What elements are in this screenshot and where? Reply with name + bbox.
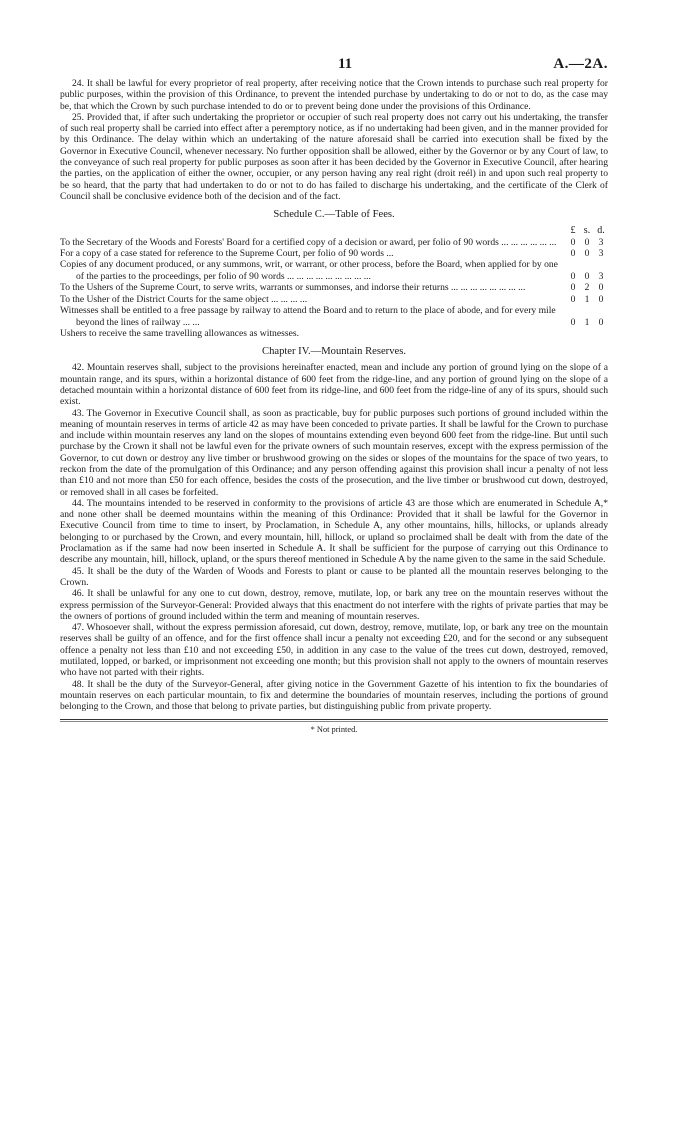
top-paragraphs [60, 78, 608, 202]
paragraph-47: 47. Whosoever shall, without the express permission aforesaid, cut down, destroy, remove, mutilate, lop, or bark any tree on the mountain reserves shall be guilty of an offence, and for the first offence shall incur a penalty not exceeding £20, and for the second or any subsequent offence a penalty not less than £10 and not exceeding £50, in addition in any case to the value of the trees cut down, destroyed, removed, mutilated, lopped, or barked, or imprisonment not exceeding one month; but this provision shall not apply to the owners of mountain reserves who have not parted with their rights. [60, 622, 608, 679]
fee-pounds: 0 [570, 282, 576, 294]
paragraph-44: 44. The mountains intended to be reserved in conformity to the provisions of article 43 are those which are enumerated in Schedule A,* and none other shall be deemed mountains within the meaning of this Ordinance: Provided that it shall be lawful for the Governor in Executive Council from time to time to insert, by Proclamation, in Schedule A, any other mountains, hills, hillocks, or uplands already belonging to or purchased by the Crown, and every mountain, hill, hillock, or upland so proclaimed shall be dealt with from the date of the Proclamation as if the same had now been inserted in Schedule A. It shall be sufficient for the purpose of carrying out this Ordinance to describe any mountain, hill, hillock, upland, or the spurs thereof mentioned in Schedule A by the name given to the same in the said Schedule. [60, 497, 608, 566]
paragraph-48: 48. It shall be the duty of the Surveyor-General, after giving notice in the Government Gazette of his intention to fix the boundaries of mountain reserves on each particular mountain, to fix and determine the boundaries of mountain reserves, including the portions of ground belonging to the Crown, and those that belong to private parties, but distinguishing public from private property. [60, 678, 608, 713]
fee-shillings: 0 [584, 270, 590, 282]
fee-description: Witnesses shall be entitled to a free passage by railway to attend the Board and to return to the place of abode, and for every mile beyond the lines of railway ... ... [60, 305, 556, 328]
fee-row [60, 259, 608, 282]
paragraph-45: 45. It shall be the duty of the Warden of Woods and Forests to plant or cause to be planted all the mountain reserves belonging to the Crown. [60, 565, 608, 588]
fee-pounds: 0 [570, 316, 576, 328]
pounds-header: £ [570, 225, 576, 237]
fee-shillings: 1 [584, 293, 590, 305]
fee-description: To the Ushers of the Supreme Court, to serve writs, warrants or summonses, and indorse their returns ... ... ... ... ... ... ... ... [60, 282, 526, 294]
paragraph-42: 42. Mountain reserves shall, subject to the provisions hereinafter enacted, mean and include any portion of ground lying on the slope of a mountain range, and its spurs, within a horizontal distance of 600 feet from the ridge-line, and any portion of ground lying on the slope of a detached mountain within a horizontal distance of 600 feet from its ridge-line, and 600 feet from the ridge-line of any of its spurs, should such exist. [60, 362, 608, 408]
fee-row [60, 248, 608, 259]
fee-pence: 0 [598, 316, 604, 328]
fee-shillings: 2 [584, 282, 590, 294]
fee-pounds [566, 328, 580, 339]
chapter-paragraphs [60, 362, 608, 712]
fee-row [60, 328, 608, 339]
fee-pence: 3 [598, 236, 604, 248]
fee-description: To the Secretary of the Woods and Forests' Board for a certified copy of a decision or award, per folio of 90 words ... ... ... ... ... ... [60, 236, 557, 248]
fee-row [60, 305, 608, 328]
footnote: * Not printed. [310, 724, 358, 734]
fee-pence: 0 [598, 293, 604, 305]
page-number: 11 [338, 56, 353, 72]
fee-shillings: 1 [584, 316, 590, 328]
fee-shillings: 0 [584, 248, 590, 260]
chapter-heading: Chapter IV.—Mountain Reserves. [262, 346, 406, 358]
fee-table-header [60, 225, 608, 236]
fee-pounds: 0 [570, 270, 576, 282]
fee-pence: 3 [598, 270, 604, 282]
shillings-header: s. [583, 225, 591, 237]
fee-description: Copies of any document produced, or any summons, writ, or warrant, or other process, before the Board, when applied for by one of the parties to the proceedings, per folio of 90 words ... ... ... ... ... ... ... ... ... [60, 259, 558, 282]
paragraph-43: 43. The Governor in Executive Council shall, as soon as practicable, buy for public purposes such portions of ground included within the meaning of mountain reserves in terms of article 42 as may have been conceded to private parties. It shall be lawful for the Crown to purchase and include within mountain reserves any land on the slopes of mountains extending even beyond 600 feet from the ridge-line. But until such purchase by the Crown it shall not be lawful even for the private owners of such mountain reserves, except with the express permission of the Governor, to cut down or destroy any live timber or brushwood growing on the sides or slopes of the mountains for the space of two years, to reckon from the date of the promulgation of this Ordinance; and any person offending against this provision shall incur a penalty of not less than £10 and not more than £50 for each offence, besides the costs of the prosecution, and the live timber or brushwood cut down, destroyed, or removed shall in all cases be forfeited. [60, 407, 608, 498]
schedule-heading: Schedule C.—Table of Fees. [273, 209, 395, 221]
fee-pounds: 0 [570, 236, 576, 248]
document-reference: A.—2A. [553, 56, 608, 72]
fee-shillings [580, 328, 594, 339]
pence-header: d. [597, 225, 605, 237]
fee-row [60, 294, 608, 305]
page-header [60, 56, 608, 78]
fee-table [60, 225, 608, 339]
paragraph-46: 46. It shall be unlawful for any one to cut down, destroy, remove, mutilate, lop, or bark any tree on the mountain reserves without the express permission of the Surveyor-General: Provided always that this enactment do not interfere with the rights of private parties that may be the owners of portions of ground included within the term and meaning of mountain reserves. [60, 588, 608, 622]
fee-pence: 3 [598, 248, 604, 260]
fee-description: To the Usher of the District Courts for the same object ... ... ... ... [60, 293, 308, 305]
fee-pounds: 0 [570, 293, 576, 305]
fee-pence [594, 328, 608, 339]
document-page [60, 56, 608, 734]
fee-description: For a copy of a case stated for reference to the Supreme Court, per folio of 90 words ... [60, 248, 394, 260]
paragraph-25: 25. Provided that, if after such undertaking the proprietor or occupier of such real property does not carry out his undertaking, the transfer of such real property shall be carried into effect after a peremptory notice, as if no undertaking had been given, and in the manner provided for by this Ordinance. The delay within which an undertaking of the nature aforesaid shall be carried into execution shall be fixed by the Governor in Executive Council, whenever necessary. No further opposition shall be allowed, either by the Governor or by any Court of law, to the conveyance of such real property for public purposes as soon after it has been decided by the Governor in Executive Council, after hearing the parties, on the application of either the owner, occupier, or any person having any real right (droit reél) in and upon such real property to be so heard, that the party that had undertaken to do or not to do has failed to discharge his undertaking, and the certificate of the Clerk of Council shall be conclusive evidence both of the decision and of the fact. [60, 111, 608, 202]
fee-row [60, 237, 608, 248]
footnote-rule [60, 719, 608, 722]
fee-shillings: 0 [584, 236, 590, 248]
paragraph-24: 24. It shall be lawful for every proprietor of real property, after receiving notice that the Crown intends to purchase such real property for public purposes, within the provision of this Ordinance, to prevent the intended purchase by undertaking to do or not to do, as the case may be, that which the Crown by such purchase intended to do or to prevent being done under the provisions of this Ordinance. [60, 78, 608, 112]
fee-pounds: 0 [570, 248, 576, 260]
fee-description: Ushers to receive the same travelling allowances as witnesses. [60, 327, 299, 339]
fee-pence: 0 [598, 282, 604, 294]
fee-row [60, 282, 608, 293]
